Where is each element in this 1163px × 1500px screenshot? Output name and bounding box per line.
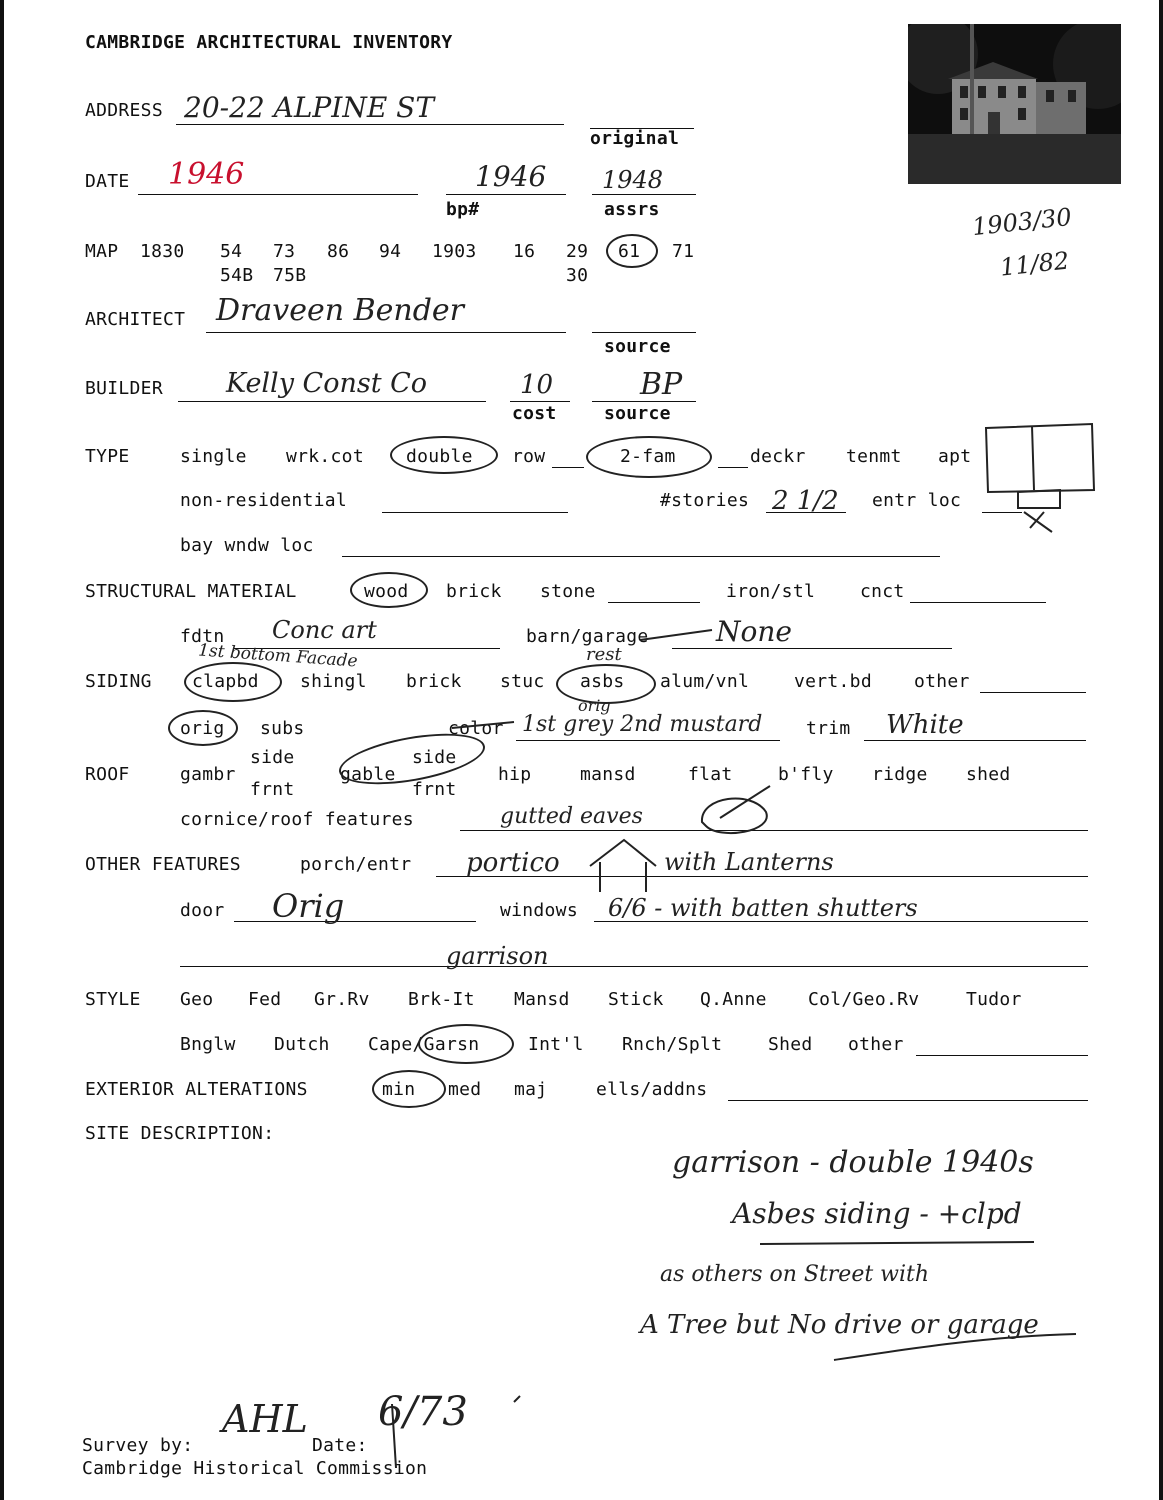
windows-label: windows xyxy=(500,900,578,921)
bp-value: 1946 xyxy=(475,160,547,193)
windows-value: 6/6 - with batten shutters xyxy=(608,894,918,922)
door-label: door xyxy=(180,900,225,921)
siding-clapbd: clapbd xyxy=(192,671,259,692)
style-tudor: Tudor xyxy=(966,989,1022,1010)
porch-label: porch/entr xyxy=(300,854,412,875)
type-label: TYPE xyxy=(85,446,130,467)
type-2fam: 2-fam xyxy=(620,446,676,467)
survey-by-label: Survey by: xyxy=(82,1435,194,1456)
type-tenmt: tenmt xyxy=(846,446,902,467)
cornice-label: cornice/roof features xyxy=(180,809,414,830)
stories-value: 2 1/2 xyxy=(772,486,839,516)
stories-label: #stories xyxy=(660,490,750,511)
map-1830: 1830 xyxy=(140,241,185,262)
siding-subs: subs xyxy=(260,718,305,739)
roof-gambr-side: side xyxy=(250,747,295,768)
siding-clap-note: 1st bottom Facade xyxy=(197,640,359,672)
structural-cnct: cnct xyxy=(860,581,905,602)
alterations-label: EXTERIOR ALTERATIONS xyxy=(85,1079,308,1100)
siding-vertbd: vert.bd xyxy=(794,671,872,692)
nonres-label: non-residential xyxy=(180,490,348,511)
map-label: MAP xyxy=(85,241,119,262)
roof-bfly: b'fly xyxy=(778,764,834,785)
siding-asbs: asbs xyxy=(580,671,625,692)
color-label: color xyxy=(448,718,504,739)
fdtn-value: Conc art xyxy=(272,616,377,644)
siding-shingl: shingl xyxy=(300,671,367,692)
site-note-1: garrison - double 1940s xyxy=(672,1145,1034,1180)
roof-sketch xyxy=(702,799,767,834)
date-value: 1946 xyxy=(168,157,245,192)
cost-value: 10 xyxy=(520,370,554,400)
style-bnglw: Bnglw xyxy=(180,1034,236,1055)
map-30: 30 xyxy=(566,265,589,286)
map-54: 54 xyxy=(220,241,243,262)
type-single: single xyxy=(180,446,247,467)
builder-source-value: BP xyxy=(640,367,683,402)
roof-gambr-frnt: frnt xyxy=(250,779,295,800)
cornice-value: gutted eaves xyxy=(500,804,643,829)
map-86: 86 xyxy=(327,241,350,262)
bay-label: bay wndw loc xyxy=(180,535,314,556)
structural-stone: stone xyxy=(540,581,596,602)
survey-date-value: 6/73 xyxy=(378,1389,468,1435)
style-mansd: Mansd xyxy=(514,989,570,1010)
siding-label: SIDING xyxy=(85,671,152,692)
style-rnchsplt: Rnch/Splt xyxy=(622,1034,723,1055)
map-73: 73 xyxy=(273,241,296,262)
map-94: 94 xyxy=(379,241,402,262)
style-brkit: Brk-It xyxy=(408,989,475,1010)
style-capegarsn: Cape/Garsn xyxy=(368,1034,480,1055)
trim-label: trim xyxy=(806,718,851,739)
alterations-med: med xyxy=(448,1079,482,1100)
alterations-min: min xyxy=(382,1079,416,1100)
map-16: 16 xyxy=(513,241,536,262)
map-61: 61 xyxy=(618,241,641,262)
fdtn-label: fdtn xyxy=(180,626,225,647)
site-label: SITE DESCRIPTION: xyxy=(85,1123,275,1144)
roof-flat: flat xyxy=(688,764,733,785)
siding-brick: brick xyxy=(406,671,462,692)
roof-label: ROOF xyxy=(85,764,130,785)
assrs-label: assrs xyxy=(604,199,660,220)
builder-value: Kelly Const Co xyxy=(226,368,428,399)
bp-label: bp# xyxy=(446,199,480,220)
style-label: STYLE xyxy=(85,989,141,1010)
roof-hip: hip xyxy=(498,764,532,785)
site-note-4: A Tree but No drive or garage xyxy=(640,1310,1039,1340)
map-71: 71 xyxy=(672,241,695,262)
original-label: original xyxy=(590,128,680,149)
style-grrv: Gr.Rv xyxy=(314,989,370,1010)
site-note-2: Asbes siding - +clpd xyxy=(732,1197,1022,1230)
builder-source-label: source xyxy=(604,403,671,424)
door-value: Orig xyxy=(272,887,345,925)
type-row: row xyxy=(512,446,546,467)
date-label: DATE xyxy=(85,171,130,192)
structural-label: STRUCTURAL MATERIAL xyxy=(85,581,297,602)
roof-gable-frnt: frnt xyxy=(412,779,457,800)
cost-label: cost xyxy=(512,403,557,424)
map-75b: 75B xyxy=(273,265,307,286)
siding-alumvnl: alum/vnl xyxy=(660,671,750,692)
barn-label: barn/garage xyxy=(526,626,649,647)
roof-shed: shed xyxy=(966,764,1011,785)
style-qanne: Q.Anne xyxy=(700,989,767,1010)
type-apt: apt xyxy=(938,446,972,467)
roof-ridge: ridge xyxy=(872,764,928,785)
structural-wood: wood xyxy=(364,581,409,602)
roof-mansd: mansd xyxy=(580,764,636,785)
type-wrkcot: wrk.cot xyxy=(286,446,364,467)
address-label: ADDRESS xyxy=(85,100,163,121)
form-title: CAMBRIDGE ARCHITECTURAL INVENTORY xyxy=(85,32,453,53)
style-dutch: Dutch xyxy=(274,1034,330,1055)
survey-date-label: Date: xyxy=(312,1435,368,1456)
map-note-1: 1903/30 xyxy=(970,202,1073,242)
builder-label: BUILDER xyxy=(85,378,163,399)
siding-asbs-note: rest xyxy=(586,644,622,665)
siding-stuc: stuc xyxy=(500,671,545,692)
style-shed: Shed xyxy=(768,1034,813,1055)
entr-sketch xyxy=(1018,490,1060,508)
style-geo: Geo xyxy=(180,989,214,1010)
porch-value-2: with Lanterns xyxy=(664,848,834,876)
entr-loc-label: entr loc xyxy=(872,490,962,511)
architect-label: ARCHITECT xyxy=(85,309,186,330)
roof-gable: gable xyxy=(340,764,396,785)
commission-name: Cambridge Historical Commission xyxy=(82,1458,428,1479)
style-stick: Stick xyxy=(608,989,664,1010)
other-features-extra: garrison xyxy=(446,942,549,970)
porch-value: portico xyxy=(466,848,560,878)
assrs-value: 1948 xyxy=(602,166,664,194)
trim-value: White xyxy=(886,710,964,740)
style-colgeorv: Col/Geo.Rv xyxy=(808,989,920,1010)
color-value: 1st grey 2nd mustard xyxy=(522,712,763,737)
siding-other: other xyxy=(914,671,970,692)
style-fed: Fed xyxy=(248,989,282,1010)
ells-addns-label: ells/addns xyxy=(596,1079,708,1100)
siding-orig: orig xyxy=(180,718,225,739)
map-54b: 54B xyxy=(220,265,254,286)
type-double: double xyxy=(406,446,473,467)
other-features-label: OTHER FEATURES xyxy=(85,854,241,875)
roof-gable-side: side xyxy=(412,747,457,768)
structural-ironstl: iron/stl xyxy=(726,581,816,602)
map-29: 29 xyxy=(566,241,589,262)
alterations-maj: maj xyxy=(514,1079,548,1100)
style-intl: Int'l xyxy=(528,1034,584,1055)
siding-orig-note: orig xyxy=(578,696,611,715)
map-1903: 1903 xyxy=(432,241,477,262)
address-value: 20-22 ALPINE ST xyxy=(184,91,435,124)
type-deckr: deckr xyxy=(750,446,806,467)
structural-brick: brick xyxy=(446,581,502,602)
survey-by-value: AHL xyxy=(222,1397,308,1441)
architect-value: Draveen Bender xyxy=(216,293,465,328)
apt-sketch xyxy=(986,424,1094,492)
map-note-2: 11/82 xyxy=(998,246,1071,282)
architect-source-label: source xyxy=(604,336,671,357)
style-other: other xyxy=(848,1034,904,1055)
roof-gambr: gambr xyxy=(180,764,236,785)
barn-value: None xyxy=(716,615,792,648)
site-note-3: as others on Street with xyxy=(660,1262,930,1287)
